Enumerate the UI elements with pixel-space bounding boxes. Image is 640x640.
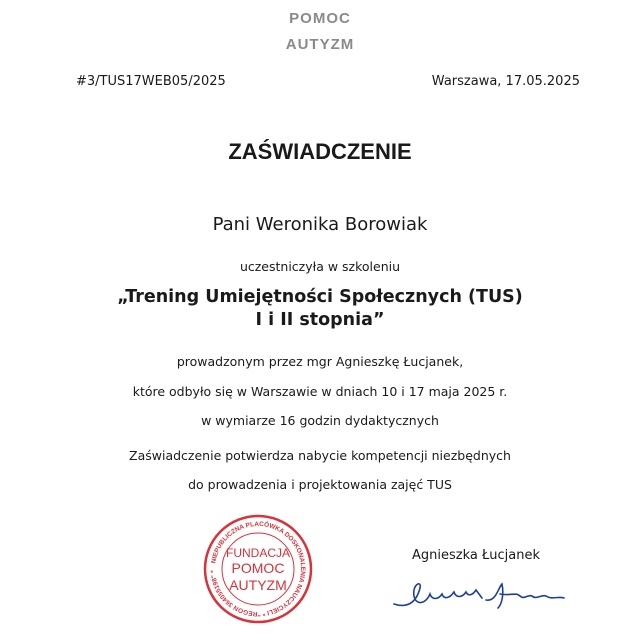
reference-number: #3/TUS17WEB05/2025 [76,74,226,89]
stamp-ring-text: NIEPUBLICZNA PLACÓWKA DOSKONALENIA NAUCZYCIELI * "REGON 364055198" * [210,520,307,618]
stamp-line: AUTYZM [229,577,287,593]
stamp-line: FUNDACJA [225,546,291,560]
detail-line: w wymiarze 16 godzin dydaktycznych [201,413,439,428]
course-title-line-2: I i II stopnia” [255,310,385,330]
place-date: Warszawa, 17.05.2025 [431,74,580,89]
document-title: ZAŚWIADCZENIE [228,139,412,164]
logo-line-1: POMOC [289,10,351,27]
organization-stamp [202,513,314,625]
recipient-name: Pani Weronika Borowiak [212,214,428,235]
logo [0,6,640,58]
stamp-line: POMOC [231,560,285,576]
statement-line: do prowadzenia i projektowania zajęć TUS [188,477,452,492]
signatory-name: Agnieszka Łucjanek [412,548,541,563]
logo-line-2: AUTYZM [285,36,355,53]
statement-line: Zaświadczenie potwierdza nabycie kompetencji niezbędnych [129,448,511,463]
detail-line: które odbyło się w Warszawie w dniach 10 i 17 maja 2025 r. [132,384,508,399]
handwritten-signature [386,574,576,614]
course-title [0,286,640,332]
course-title-line-1: „Trening Umiejętności Społecznych (TUS) [117,287,523,307]
detail-line: prowadzonym przez mgr Agnieszkę Łucjanek, [176,354,464,369]
participation-text: uczestniczyła w szkoleniu [239,259,401,274]
